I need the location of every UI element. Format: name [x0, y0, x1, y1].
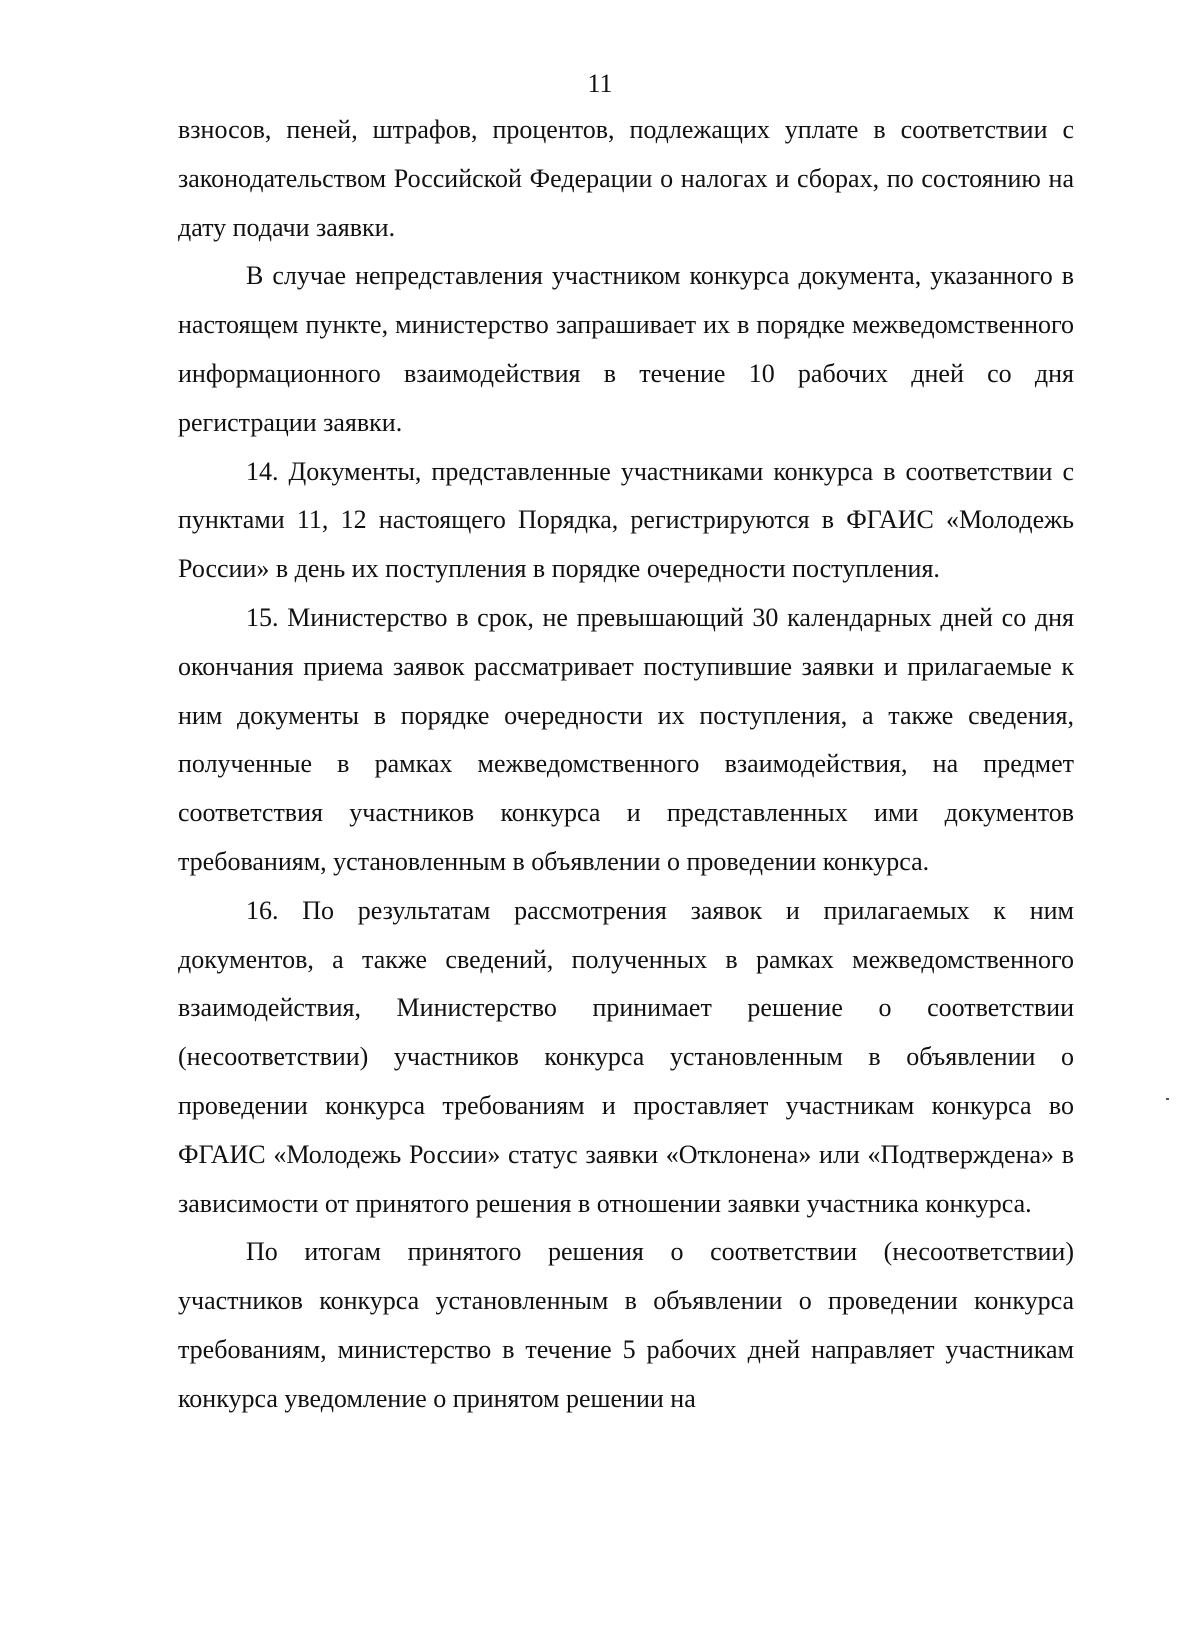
paragraph-item-14: 14. Документы, представленные участниками конкурса в соответствии с пунктами 11, 12 настоящего Порядка, регистрируются в ФГАИС «Молодежь России» в день их поступления в порядке очередности поступления.: [178, 456, 1074, 584]
scan-speck: [1166, 1098, 1169, 1100]
paragraph-notification: По итогам принятого решения о соответствии (несоответствии) участников конкурса установленным в объявлении о проведении конкурса требованиям, министерство в течение 5 рабочих дней направляет участникам конкурса уведомление о принятом решении на: [178, 1237, 1074, 1413]
paragraph-item-16: 16. По результатам рассмотрения заявок и прилагаемых к ним документов, а также сведений, полученных в рамках межведомственного взаимодействия, Министерство принимает решение о соответствии (несоответствии) участников конкурса установленным в объявлении о проведении конкурса требованиям и проставляет участникам конкурса во ФГАИС «Молодежь России» статус заявки «Отклонена» или «Подтверждена» в зависимости от принятого решения в отношении заявки участника конкурса.: [178, 895, 1074, 1218]
paragraph-item-15: 15. Министерство в срок, не превышающий 30 календарных дней со дня окончания приема заявок рассматривает поступившие заявки и прилагаемые к ним документы в порядке очередности их поступления, а также сведения, полученные в рамках межведомственного взаимодействия, на предмет соответствия участников конкурса и представленных ими документов требованиям, установленным в объявлении о проведении конкурса.: [178, 602, 1074, 876]
page-number: 11: [587, 69, 613, 98]
document-body: [178, 106, 1074, 1424]
paragraph-request-documents: В случае непредставления участником конкурса документа, указанного в настоящем пункте, министерство запрашивает их в порядке межведомственного информационного взаимодействия в течение 10 рабочих дней со дня регистрации заявки.: [178, 261, 1074, 437]
paragraph-continuation: взносов, пеней, штрафов, процентов, подлежащих уплате в соответствии с законодательством Российской Федерации о налогах и сборах, по состоянию на дату подачи заявки.: [178, 115, 1074, 242]
